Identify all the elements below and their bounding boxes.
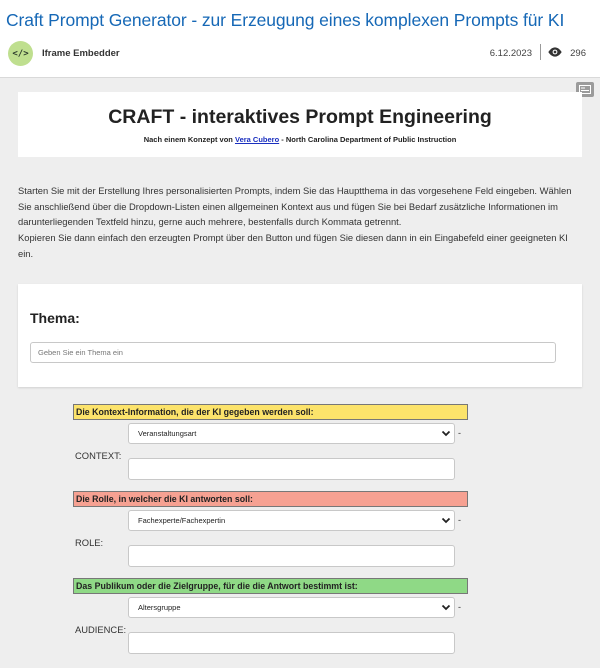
post-title[interactable]: Craft Prompt Generator - zur Erzeugung eines komplexen Prompts für KI [6,10,565,30]
context-selected-value: Veranstaltungsart [138,429,197,438]
iframe-embed [0,77,600,668]
subtitle-suffix: - North Carolina Department of Public Instruction [281,135,457,144]
audience-input[interactable] [128,632,455,654]
chevron-down-icon [440,427,452,439]
thema-input[interactable] [30,342,556,363]
subtitle-prefix: Nach einem Konzept von [143,135,233,144]
audience-selected-value: Altersgruppe [138,603,181,612]
thema-card [18,284,582,387]
craft-subtitle [18,135,582,144]
intro-paragraph: Starten Sie mit der Erstellung Ihres personalisierten Prompts, indem Sie das Hauptthema in das vorgesehene Feld eingeben. Wählen Sie anschließend über die Dropdown-Listen einen allgemeinen Kontext aus und fügen Sie bei Bedarf zusätzliche Informationen im darunterliegenden Textfeld hinzu, gerne auch mehrere, bestenfalls durch Kommata getrennt. [18,185,572,228]
eye-icon [547,46,563,58]
meta-divider [540,44,541,60]
chevron-down-icon [440,514,452,526]
role-dash: - [458,515,461,525]
role-input[interactable] [128,545,455,567]
audience-banner: Das Publikum oder die Zielgruppe, für die die Antwort bestimmt ist: [73,578,468,594]
context-section [0,404,600,489]
context-banner: Die Kontext-Information, die der KI gegeben werden soll: [73,404,468,420]
thema-label: Thema: [30,310,80,326]
audience-label: AUDIENCE: [75,624,127,635]
context-label: CONTEXT: [75,450,122,461]
role-label: ROLE: [75,537,104,548]
role-section [0,491,600,576]
craft-header [18,92,582,157]
craft-title: CRAFT - interaktives Prompt Engineering [108,106,492,128]
vera-cubero-link[interactable]: Vera Cubero [234,135,280,144]
context-dash: - [458,428,461,438]
post-date: 6.12.2023 [489,48,532,59]
role-banner: Die Rolle, in welcher die KI antworten soll: [73,491,468,507]
audience-dash: - [458,602,461,612]
role-select[interactable] [128,510,455,531]
audience-section [0,578,600,663]
view-count: 296 [570,48,586,59]
code-icon[interactable] [8,41,33,66]
post-meta [8,41,592,67]
chevron-down-icon [440,601,452,613]
context-input[interactable] [128,458,455,480]
audience-select[interactable] [128,597,455,618]
author-name[interactable]: Iframe Embedder [42,48,120,59]
intro-text [18,183,584,262]
avatar-glyph: </> [12,48,29,59]
role-selected-value: Fachexperte/Fachexpertin [138,516,226,525]
intro-paragraph: Kopieren Sie dann einfach den erzeugten Prompt über den Button und fügen Sie diesen dann in ein Eingabefeld einer geeigneten KI ein. [18,232,568,259]
context-select[interactable] [128,423,455,444]
